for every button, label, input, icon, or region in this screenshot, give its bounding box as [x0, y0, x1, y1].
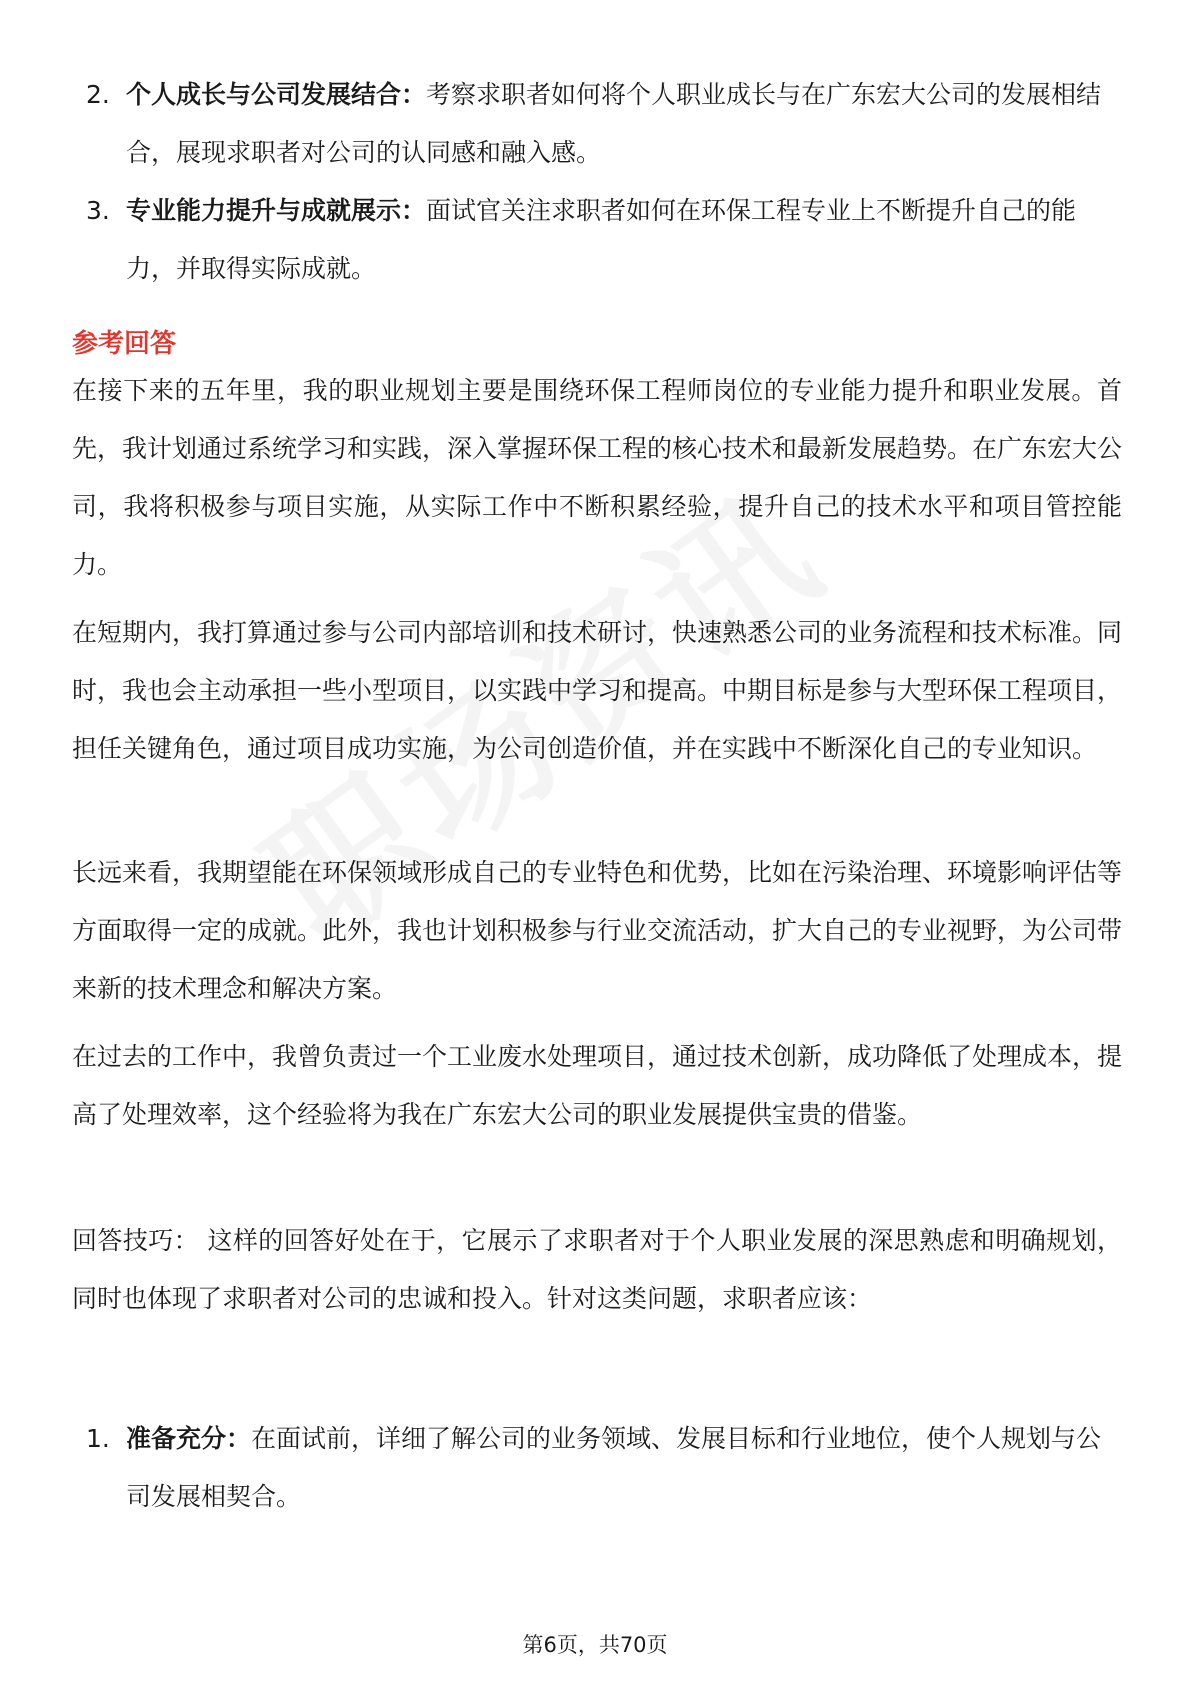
- tips-paragraph: 回答技巧： 这样的回答好处在于，它展示了求职者对于个人职业发展的深思熟虑和明确规划，同时也体现了求职者对公司的忠诚和投入。针对这类问题，求职者应该：: [72, 1226, 1122, 1313]
- list-item-text: 考察求职者如何将个人职业成长与在广东宏大公司的发展相结合，展现求职者对公司的认同感和融入感。: [126, 80, 1102, 167]
- paragraph: 在过去的工作中，我曾负责过一个工业废水处理项目，通过技术创新，成功降低了处理成本，提高了处理效率，这个经验将为我在广东宏大公司的职业发展提供宝贵的借鉴。: [72, 1042, 1123, 1129]
- paragraph: 在短期内，我打算通过参与公司内部培训和技术研讨，快速熟悉公司的业务流程和技术标准。同时，我也会主动承担一些小型项目，以实践中学习和提高。中期目标是参与大型环保工程项目，担任关键角色，通过项目成功实施，为公司创造价值，并在实践中不断深化自己的专业知识。: [72, 618, 1123, 763]
- page-number: 第6页，共70页: [522, 1633, 668, 1657]
- section-heading: 参考回答: [72, 329, 177, 359]
- list-number: 2.: [86, 80, 110, 109]
- list-item: [0, 1410, 1190, 1526]
- list-number: 3.: [86, 196, 110, 225]
- list-item-text: 在面试前，详细了解公司的业务领域、发展目标和行业地位，使个人规划与公司发展相契合。: [126, 1424, 1102, 1511]
- list-item-title: 个人成长与公司发展结合：: [126, 80, 427, 109]
- list-item-text: 面试官关注求职者如何在环保工程专业上不断提升自己的能力，并取得实际成就。: [126, 196, 1077, 283]
- list-item-title: 专业能力提升与成就展示：: [126, 196, 427, 225]
- paragraph: 长远来看，我期望能在环保领域形成自己的专业特色和优势，比如在污染治理、环境影响评估等方面取得一定的成就。此外，我也计划积极参与行业交流活动，扩大自己的专业视野，为公司带来新的技术理念和解决方案。: [72, 858, 1123, 1003]
- list-item-title: 准备充分：: [126, 1424, 252, 1453]
- list-item: [0, 66, 1190, 182]
- numbered-list-bottom: [0, 1410, 1190, 1526]
- list-item: [0, 182, 1190, 298]
- numbered-list-top: [0, 66, 1190, 298]
- list-number: 1.: [86, 1424, 110, 1453]
- paragraph: 在接下来的五年里，我的职业规划主要是围绕环保工程师岗位的专业能力提升和职业发展。首先，我计划通过系统学习和实践，深入掌握环保工程的核心技术和最新发展趋势。在广东宏大公司，我将积极参与项目实施，从实际工作中不断积累经验，提升自己的技术水平和项目管控能力。: [72, 376, 1123, 579]
